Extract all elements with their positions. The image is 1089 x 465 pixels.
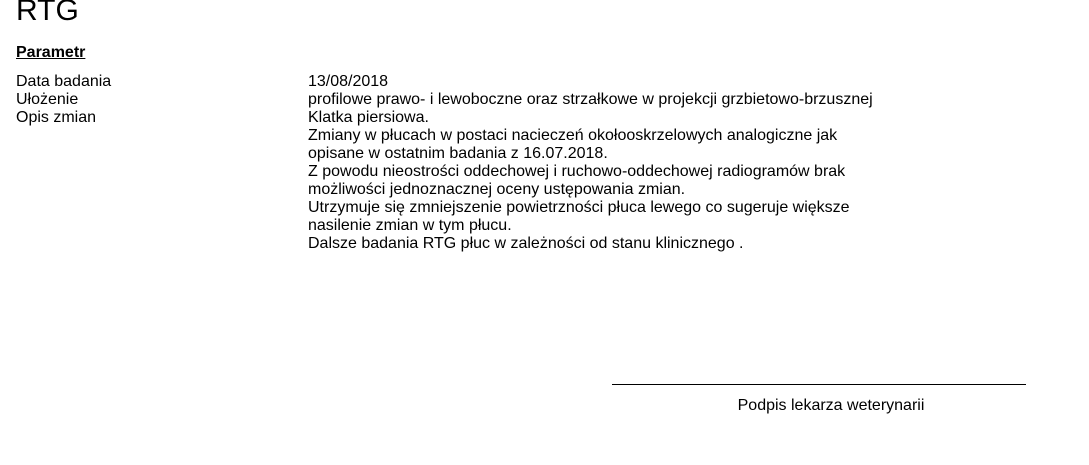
signature-caption: Podpis lekarza weterynarii [737, 397, 925, 414]
description-line: opisane w ostatnim badania z 16.07.2018. [308, 145, 608, 162]
row-label-description: Opis zmian [16, 109, 97, 126]
report-page [16, 0, 1076, 465]
row-value-description [308, 109, 1076, 253]
section-heading-parametr: Parametr [16, 44, 86, 61]
row-label-positioning: Ułożenie [16, 91, 79, 108]
signature-line [612, 384, 1026, 385]
description-line: Zmiany w płucach w postaci nacieczeń okołooskrzelowych analogiczne jak [308, 127, 838, 144]
parameter-table [16, 73, 1076, 253]
row-value-positioning: profilowe prawo- i lewoboczne oraz strzałkowe w projekcji grzbietowo-brzusznej [308, 91, 873, 108]
row-description [16, 109, 1076, 253]
row-label-exam-date: Data badania [16, 73, 112, 90]
description-line: Z powodu nieostrości oddechowej i ruchowo-oddechowej radiogramów brak [308, 163, 846, 180]
description-line: Dalsze badania RTG płuc w zależności od stanu klinicznego . [308, 235, 744, 252]
description-line: możliwości jednoznacznej oceny ustępowania zmian. [308, 181, 686, 198]
row-value-exam-date: 13/08/2018 [308, 73, 389, 90]
document-title: RTG [16, 0, 79, 27]
row-positioning [16, 91, 1076, 109]
description-line: Utrzymuje się zmniejszenie powietrzności płuca lewego co sugeruje większe [308, 199, 850, 216]
row-exam-date [16, 73, 1076, 91]
description-line: Klatka piersiowa. [308, 109, 429, 126]
description-line: nasilenie zmian w tym płucu. [308, 217, 512, 234]
